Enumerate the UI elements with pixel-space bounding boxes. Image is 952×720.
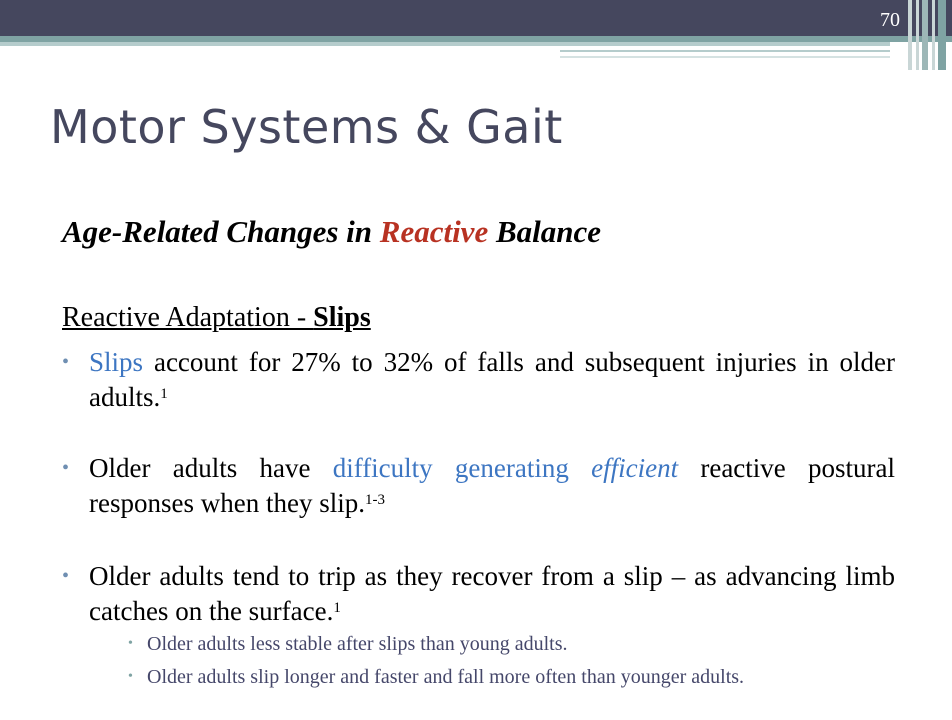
reference-marker: 1-3 xyxy=(364,492,385,508)
sub-bullet-text: Older adults less stable after slips than young adults. xyxy=(147,633,568,655)
section-prefix: Reactive Adaptation - xyxy=(62,302,314,333)
bullet-lead: Older adults have xyxy=(89,453,333,483)
bullet-body: Older adults tend to trip as they recover from a slip – as advancing limb catches on the surface. xyxy=(89,561,895,626)
header-rails xyxy=(908,0,952,70)
bullet-text xyxy=(89,451,895,521)
subtitle-highlight: Reactive xyxy=(379,214,489,249)
header-bar xyxy=(0,0,952,36)
subtitle-suffix: Balance xyxy=(488,214,602,249)
slide-number: 70 xyxy=(880,9,900,31)
slide-title: Motor Systems & Gait xyxy=(50,100,563,154)
subtitle-prefix: Age-Related Changes in xyxy=(62,214,380,249)
bullet-dot-icon: • xyxy=(62,351,70,373)
sub-bullet-text: Older adults slip longer and faster and fall more often than younger adults. xyxy=(147,666,745,688)
section-bold: Slips xyxy=(313,302,371,333)
sub-bullet-dot-icon: • xyxy=(128,636,133,651)
sub-bullet-dot-icon: • xyxy=(128,669,133,684)
reference-marker: 1 xyxy=(160,386,168,402)
bullet-body: reactive postural responses when they slip. xyxy=(89,453,896,518)
sub-bullet-item xyxy=(128,631,895,657)
bullet-item xyxy=(62,345,895,415)
header-stripe xyxy=(0,42,890,46)
bullet-highlight: difficulty generating xyxy=(332,453,592,483)
bullet-text xyxy=(89,345,895,415)
bullet-highlight-italic: efficient xyxy=(591,453,679,483)
header-stripe xyxy=(560,56,890,58)
bullet-dot-icon: • xyxy=(62,457,70,479)
bullet-body: account for 27% to 32% of falls and subsequent injuries in older adults. xyxy=(89,347,895,412)
header-stripe xyxy=(560,50,890,52)
bullet-dot-icon: • xyxy=(62,565,70,587)
slide-subtitle xyxy=(62,214,601,250)
section-heading xyxy=(62,302,371,334)
bullet-item xyxy=(62,451,895,521)
sub-bullet-item xyxy=(128,664,895,690)
bullet-item xyxy=(62,559,895,629)
reference-marker: 1 xyxy=(333,600,341,616)
bullet-text xyxy=(89,559,895,629)
bullet-highlight: Slips xyxy=(89,347,144,377)
